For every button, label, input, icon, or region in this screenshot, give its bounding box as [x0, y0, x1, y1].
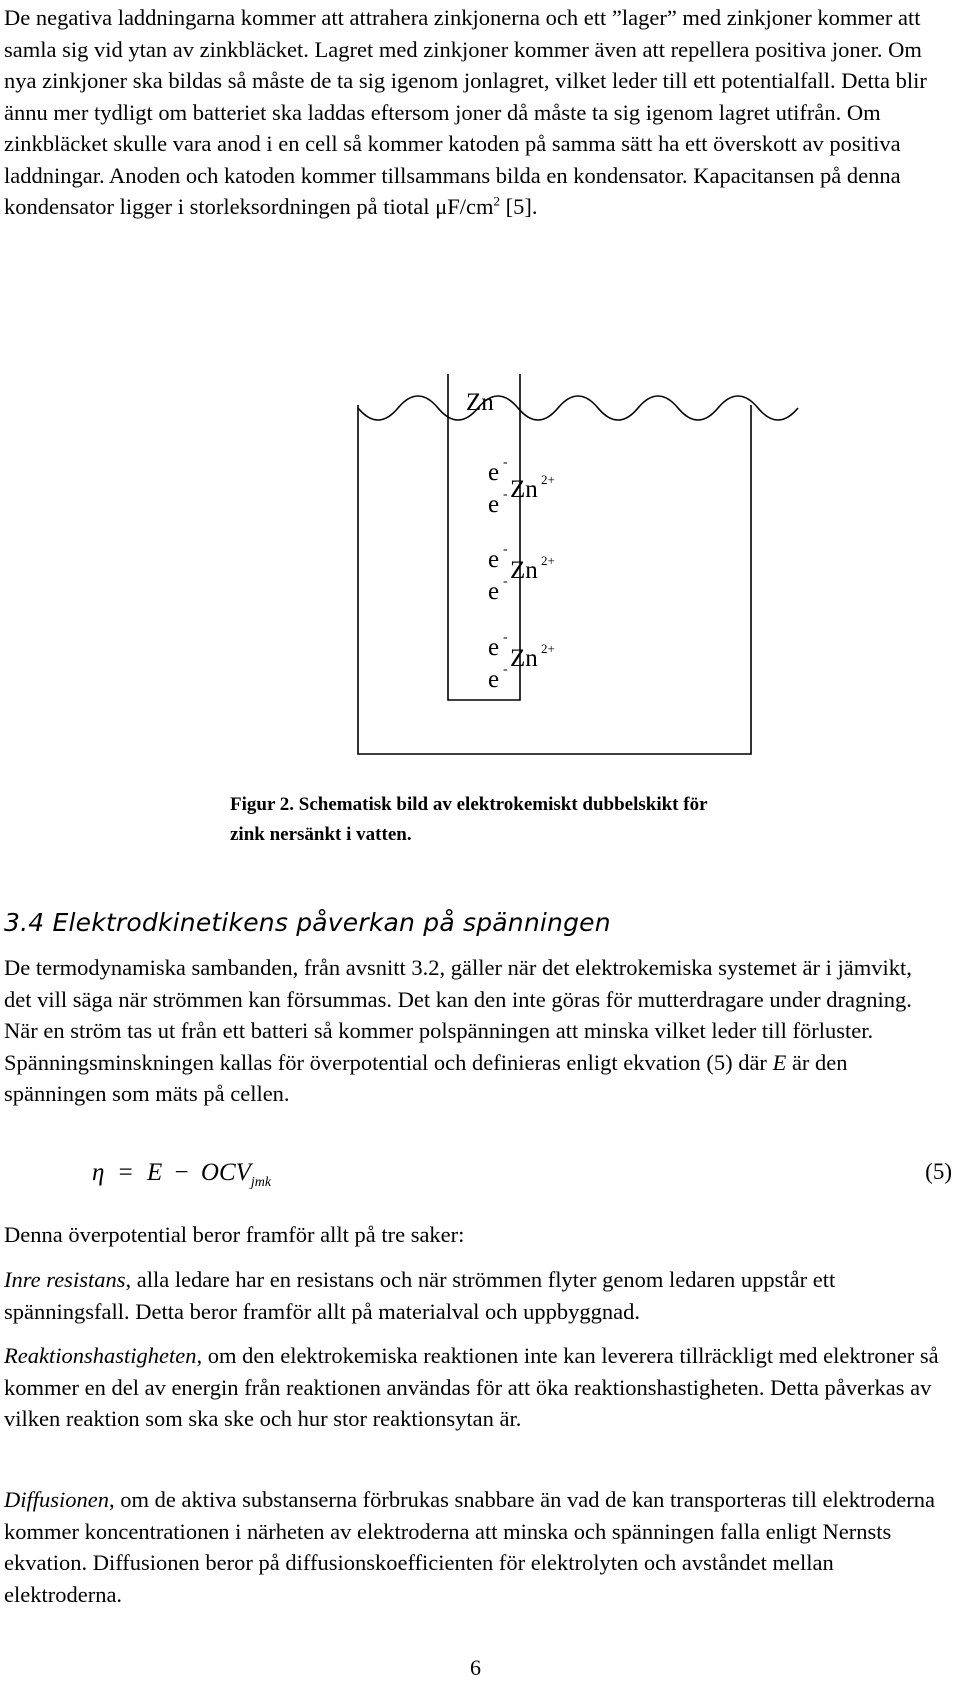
section-text-a: De termodynamiska sambanden, från avsnitt 3.2, gäller när det elektrokemiska systemet är i jämvikt, det vill säga när strömmen kan försummas. Det kan den inte göras för mutterdragare under dragning. När en ström tas ut från ett batteri så kommer polspänningen att minska vilket leder till förluster. Spänningsminskningen kallas för överpotential och definieras enligt ekvation (5) där	[4, 955, 912, 1075]
intro-citation: [5].	[499, 194, 538, 219]
zinc-ion-label: Zn	[510, 645, 538, 672]
zinc-ion-label: Zn	[510, 557, 538, 584]
double-layer-figure	[0, 0, 960, 790]
factor-internal-resistance	[4, 1264, 944, 1327]
electrode-label: Zn	[466, 389, 494, 416]
equation-5	[92, 1159, 271, 1191]
factor-term: Inre resistans	[4, 1267, 126, 1292]
equation-number: (5)	[925, 1159, 952, 1184]
factor-text: , om de aktiva substanserna förbrukas snabbare än vad de kan transporteras till elektroderna kommer koncentrationen i närheten av elektroderna att minska och spänningen falla enligt Nernsts ekvation. Diffusionen beror på diffusionskoefficienten för elektrolyten och avståndet mellan elektroderna.	[4, 1487, 935, 1607]
voltage-symbol: E	[147, 1159, 163, 1186]
factor-diffusion	[4, 1484, 944, 1610]
intro-superscript: 2	[493, 193, 500, 209]
electron-label: e	[488, 666, 500, 693]
ocv-symbol: OCV	[200, 1159, 251, 1186]
electron-charge: -	[503, 630, 508, 645]
section-text-b: är den spänningen som mäts på cellen.	[4, 1049, 848, 1106]
intro-text: De negativa laddningarna kommer att attrahera zinkjonerna och ett ”lager” med zinkjoner kommer att samla sig vid ytan av zinkbläcket. Lagret med zinkjoner kommer även att repellera positiva joner. Om nya zinkjoner ska bildas så måste de ta sig igenom jonlagret, vilket leder till ett potentialfall. Detta blir ännu mer tydligt om batteriet ska laddas eftersom joner då måste ta sig igenom lagret utifrån. Om zinkbläcket skulle vara anod i en cell så kommer katoden på samma sätt ha ett överskott av positiva laddningar. Anoden och katoden kommer tillsammans bilda en kondensator. Kapacitansen på denna kondensator ligger i storleksordningen på tiotal μF/cm	[4, 5, 927, 219]
zinc-ion-charge: 2+	[541, 641, 555, 656]
zinc-ion-charge: 2+	[541, 553, 555, 568]
factors-intro: Denna överpotential beror framför allt på tre saker:	[4, 1222, 465, 1247]
ocv-subscript: jmk	[250, 1175, 272, 1190]
electron-charge: -	[503, 455, 508, 470]
equals-sign: =	[118, 1159, 133, 1186]
section-heading: 3.4 Elektrodkinetikens påverkan på spänningen	[4, 908, 611, 937]
factor-reaction-rate	[4, 1340, 944, 1435]
charge-group-2	[488, 542, 555, 605]
eta-symbol: η	[92, 1159, 105, 1186]
charge-group-1	[488, 455, 555, 518]
factor-text: , alla ledare har en resistans och när strömmen flyter genom ledaren uppstår ett spänningsfall. Detta beror framför allt på materialval och uppbyggnad.	[4, 1267, 836, 1324]
zinc-ion-label: Zn	[510, 476, 538, 503]
electron-label: e	[488, 546, 500, 573]
electron-charge: -	[503, 487, 508, 502]
charge-group-3	[488, 630, 555, 693]
factor-text: , om den elektrokemiska reaktionen inte kan leverera tillräckligt med elektroner så kommer en del av energin från reaktionen användas för att öka reaktionshastigheten. Detta påverkas av vilken reaktion som ska ske och hur stor reaktionsytan är.	[4, 1343, 939, 1431]
factor-term: Diffusionen	[4, 1487, 109, 1512]
section-paragraph	[4, 952, 944, 1110]
water-surface	[358, 396, 798, 420]
figure-caption: Figur 2. Schematisk bild av elektrokemiskt dubbelskikt för zink nersänkt i vatten.	[230, 794, 708, 845]
water-container	[358, 405, 751, 754]
electron-charge: -	[503, 662, 508, 677]
electron-charge: -	[503, 574, 508, 589]
electron-charge: -	[503, 542, 508, 557]
electron-label: e	[488, 459, 500, 486]
factor-term: Reaktionshastigheten	[4, 1343, 197, 1368]
minus-sign: −	[174, 1159, 189, 1186]
page-number: 6	[470, 1655, 481, 1680]
electron-label: e	[488, 491, 500, 518]
zinc-ion-charge: 2+	[541, 472, 555, 487]
section-variable: E	[772, 1049, 787, 1075]
electron-label: e	[488, 578, 500, 605]
electron-label: e	[488, 634, 500, 661]
